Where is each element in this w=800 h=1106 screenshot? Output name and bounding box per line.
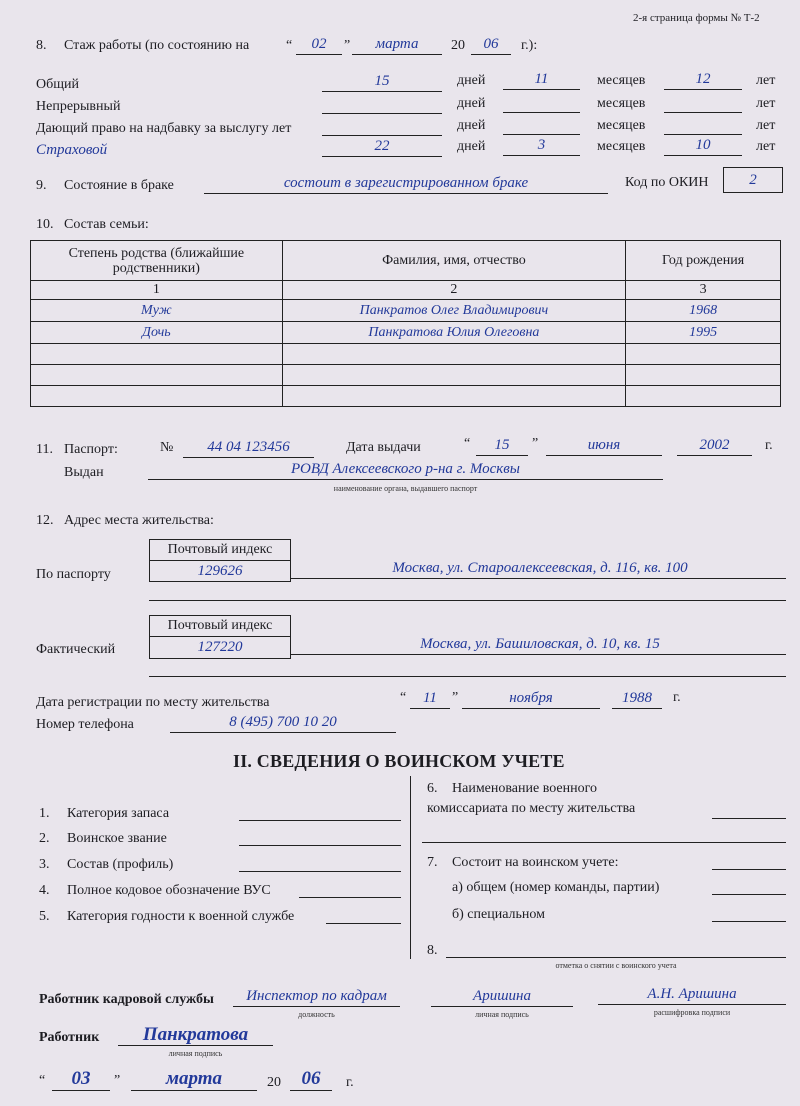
issue-year-suffix: г. (765, 438, 773, 453)
relation-cell[interactable] (31, 344, 283, 365)
employee-label: Работник (39, 1030, 100, 1045)
mil-item-3-label: Состав (профиль) (67, 857, 174, 872)
table-row (31, 322, 781, 344)
issue-month-field[interactable]: июня (587, 437, 621, 453)
okin-code-value: 2 (749, 172, 757, 188)
profile-field[interactable] (239, 871, 401, 872)
issued-by-label: Выдан (64, 465, 104, 480)
s8-unit-months: месяцев (597, 73, 646, 88)
s8-insurance-months[interactable]: 3 (537, 137, 546, 153)
relation-cell[interactable]: Муж (31, 300, 283, 322)
s8-unit-years: лет (756, 73, 776, 88)
mil-item-1-label: Категория запаса (67, 806, 170, 821)
s8-unit-days: дней (457, 96, 486, 111)
s8-year-field[interactable]: 06 (483, 36, 499, 52)
employee-signature-caption: личная подпись (168, 1049, 223, 1058)
mil-item-1-number: 1. (39, 806, 50, 821)
mil-item-6-number: 6. (427, 781, 438, 796)
issued-by-caption: наименование органа, выдавшего паспорт (333, 484, 478, 493)
s8-insurance-years[interactable]: 10 (695, 137, 711, 153)
s8-day-field[interactable]: 02 (311, 36, 327, 52)
hr-position-field[interactable]: Инспектор по кадрам (246, 988, 387, 1004)
hr-signature-caption: личная подпись (475, 1010, 529, 1019)
family-table-col-numbers (31, 281, 781, 300)
family-table (30, 240, 781, 407)
issue-date-label: Дата выдачи (346, 440, 421, 455)
s8-number: 8. (36, 38, 47, 53)
table-row (31, 386, 781, 407)
mil-item-4-label: Полное кодовое обозначение ВУС (67, 883, 271, 898)
hr-worker-label: Работник кадровой службы (39, 992, 214, 1007)
passport-number-sign: № (160, 440, 174, 455)
reg-month-field[interactable]: ноября (509, 690, 553, 706)
name-cell[interactable]: Панкратова Юлия Олеговна (282, 322, 626, 344)
reg-year-suffix: г. (673, 690, 681, 705)
s8-year-suffix: г.): (521, 38, 538, 53)
deregistration-caption: отметка о снятии с воинского учета (555, 961, 677, 970)
commissariat-field[interactable] (712, 818, 786, 819)
hr-decoding-caption: расшифровка подписи (653, 1008, 731, 1017)
hr-signature-field[interactable]: Аришина (473, 988, 531, 1004)
date-day-field[interactable]: 03 (71, 1068, 91, 1089)
date-year-field[interactable]: 06 (301, 1068, 321, 1089)
col-number-3: 3 (626, 281, 781, 300)
birth-year-cell[interactable]: 1995 (626, 322, 781, 344)
name-cell[interactable] (282, 365, 626, 386)
birth-year-cell[interactable]: 1968 (626, 300, 781, 322)
military-rank-field[interactable] (239, 845, 401, 846)
special-registration-field[interactable] (712, 921, 786, 922)
s8-row-label-total: Общий (36, 77, 79, 92)
mil-item-7-label: Состоит на воинском учете: (452, 855, 619, 870)
s8-total-years[interactable]: 12 (695, 71, 711, 87)
s8-unit-days: дней (457, 139, 486, 154)
relation-cell[interactable] (31, 386, 283, 407)
deregistration-field[interactable] (446, 957, 786, 958)
mil-item-6-line-2: комиссариата по месту жительства (427, 801, 636, 816)
mil-item-7-number: 7. (427, 855, 438, 870)
passport-postal-box (149, 539, 291, 582)
col-number-2: 2 (282, 281, 626, 300)
date-year-suffix: г. (346, 1075, 354, 1090)
birth-year-cell[interactable] (626, 365, 781, 386)
s10-title: Состав семьи: (64, 217, 149, 232)
actual-postal-index[interactable]: 127220 (197, 639, 243, 655)
mil-item-3-number: 3. (39, 857, 50, 872)
s8-unit-days: дней (457, 118, 486, 133)
s12-number: 12. (36, 513, 54, 528)
passport-address-line-2[interactable] (149, 600, 786, 601)
employee-signature-field[interactable]: Панкратова (142, 1024, 249, 1045)
date-month-field[interactable]: марта (165, 1068, 223, 1089)
table-row (31, 365, 781, 386)
issue-quote-open: “ (464, 436, 471, 451)
mil-item-4-number: 4. (39, 883, 50, 898)
table-row (31, 300, 781, 322)
date-quote-close: ” (114, 1073, 121, 1088)
s10-number: 10. (36, 217, 54, 232)
s8-row-label-bonus: Дающий право на надбавку за выслугу лет (36, 121, 292, 136)
mil-item-8-number: 8. (427, 943, 438, 958)
s8-unit-days: дней (457, 73, 486, 88)
relation-cell[interactable]: Дочь (31, 322, 283, 344)
vus-code-field[interactable] (299, 897, 401, 898)
issue-quote-close: ” (532, 436, 539, 451)
mil-item-7a-label: а) общем (номер команды, партии) (452, 880, 660, 895)
s12-title: Адрес места жительства: (64, 513, 214, 528)
mil-item-7b-label: б) специальном (452, 907, 545, 922)
s8-insurance-days[interactable]: 22 (374, 138, 390, 154)
mil-item-6-line-1: Наименование военного (452, 781, 597, 796)
reg-quote-close: ” (452, 690, 459, 705)
passport-postal-index[interactable]: 129626 (197, 563, 243, 579)
s8-unit-years: лет (756, 118, 776, 133)
registration-date-label: Дата регистрации по месту жительства (36, 695, 270, 710)
passport-postal-label: Почтовый индекс (150, 540, 290, 561)
passport-address-label: По паспорту (36, 567, 111, 582)
military-section-title: II. СВЕДЕНИЯ О ВОИНСКОМ УЧЕТЕ (233, 751, 565, 771)
name-cell[interactable]: Панкратов Олег Владимирович (282, 300, 626, 322)
birth-year-cell[interactable] (626, 344, 781, 365)
issue-day-field[interactable]: 15 (494, 437, 510, 453)
s8-month-field[interactable]: марта (375, 36, 419, 52)
reg-year-field[interactable]: 1988 (622, 690, 652, 706)
s8-unit-months: месяцев (597, 118, 646, 133)
actual-address-label: Фактический (36, 642, 116, 657)
date-year-prefix: 20 (267, 1075, 281, 1090)
col-number-1: 1 (31, 281, 283, 300)
header-birth-year: Год рождения (626, 241, 781, 281)
mil-item-5-number: 5. (39, 909, 50, 924)
header-name: Фамилия, имя, отчество (282, 241, 626, 281)
okin-label: Код по ОКИН (625, 175, 709, 190)
reg-quote-open: “ (400, 690, 407, 705)
s8-title: Стаж работы (по состоянию на (64, 38, 250, 53)
fitness-category-field[interactable] (326, 923, 401, 924)
s8-unit-years: лет (756, 139, 776, 154)
mil-item-2-number: 2. (39, 831, 50, 846)
table-row (31, 344, 781, 365)
name-cell[interactable] (282, 386, 626, 407)
actual-address-line-2[interactable] (149, 676, 786, 677)
actual-postal-label: Почтовый индекс (150, 616, 290, 637)
general-registration-field[interactable] (712, 894, 786, 895)
relation-cell[interactable] (31, 365, 283, 386)
family-table-header (31, 241, 781, 281)
actual-postal-box (149, 615, 291, 659)
name-cell[interactable] (282, 344, 626, 365)
mil-item-5-label: Категория годности к военной службе (67, 909, 295, 924)
s9-number: 9. (36, 178, 47, 193)
mil-item-2-label: Воинское звание (67, 831, 167, 846)
s8-unit-months: месяцев (597, 96, 646, 111)
marital-status-field[interactable]: состоит в зарегистрированном браке (283, 175, 529, 191)
form-reference: 2-я страница формы № Т-2 (633, 12, 760, 24)
s8-row-label-insurance: Страховой (36, 142, 108, 158)
reg-day-field[interactable]: 11 (423, 690, 437, 706)
actual-address-field[interactable]: Москва, ул. Башиловская, д. 10, кв. 15 (420, 636, 660, 652)
hr-decoding-field[interactable]: А.Н. Аришина (647, 986, 737, 1002)
date-quote-open: “ (39, 1073, 46, 1088)
phone-label: Номер телефона (36, 717, 134, 732)
birth-year-cell[interactable] (626, 386, 781, 407)
military-column-divider (410, 776, 411, 959)
passport-number-field[interactable]: 44 04 123456 (207, 439, 290, 455)
issued-by-field[interactable]: РОВД Алексеевского р-на г. Москвы (291, 461, 520, 477)
s8-row-label-continuous: Непрерывный (36, 99, 121, 114)
commissariat-field-line-2[interactable] (422, 842, 786, 843)
s11-title: Паспорт: (64, 442, 118, 457)
reserve-category-field[interactable] (239, 820, 401, 821)
issue-year-field[interactable]: 2002 (699, 437, 730, 453)
phone-field[interactable]: 8 (495) 700 10 20 (229, 714, 337, 730)
s8-year-prefix: 20 (451, 38, 465, 53)
passport-address-field[interactable]: Москва, ул. Староалексеевская, д. 116, кв. 100 (392, 560, 688, 576)
s8-total-days[interactable]: 15 (374, 73, 390, 89)
s8-quote-open: “ (286, 38, 293, 53)
s8-quote-close: ” (344, 38, 351, 53)
okin-code-box[interactable] (723, 167, 783, 193)
header-relation: Степень родства (ближайшие родственники) (31, 241, 283, 281)
s8-unit-months: месяцев (597, 139, 646, 154)
hr-position-caption: должность (298, 1010, 335, 1019)
s11-number: 11. (36, 442, 53, 457)
s8-unit-years: лет (756, 96, 776, 111)
s8-total-months[interactable]: 11 (534, 71, 549, 87)
s9-title: Состояние в браке (64, 178, 174, 193)
